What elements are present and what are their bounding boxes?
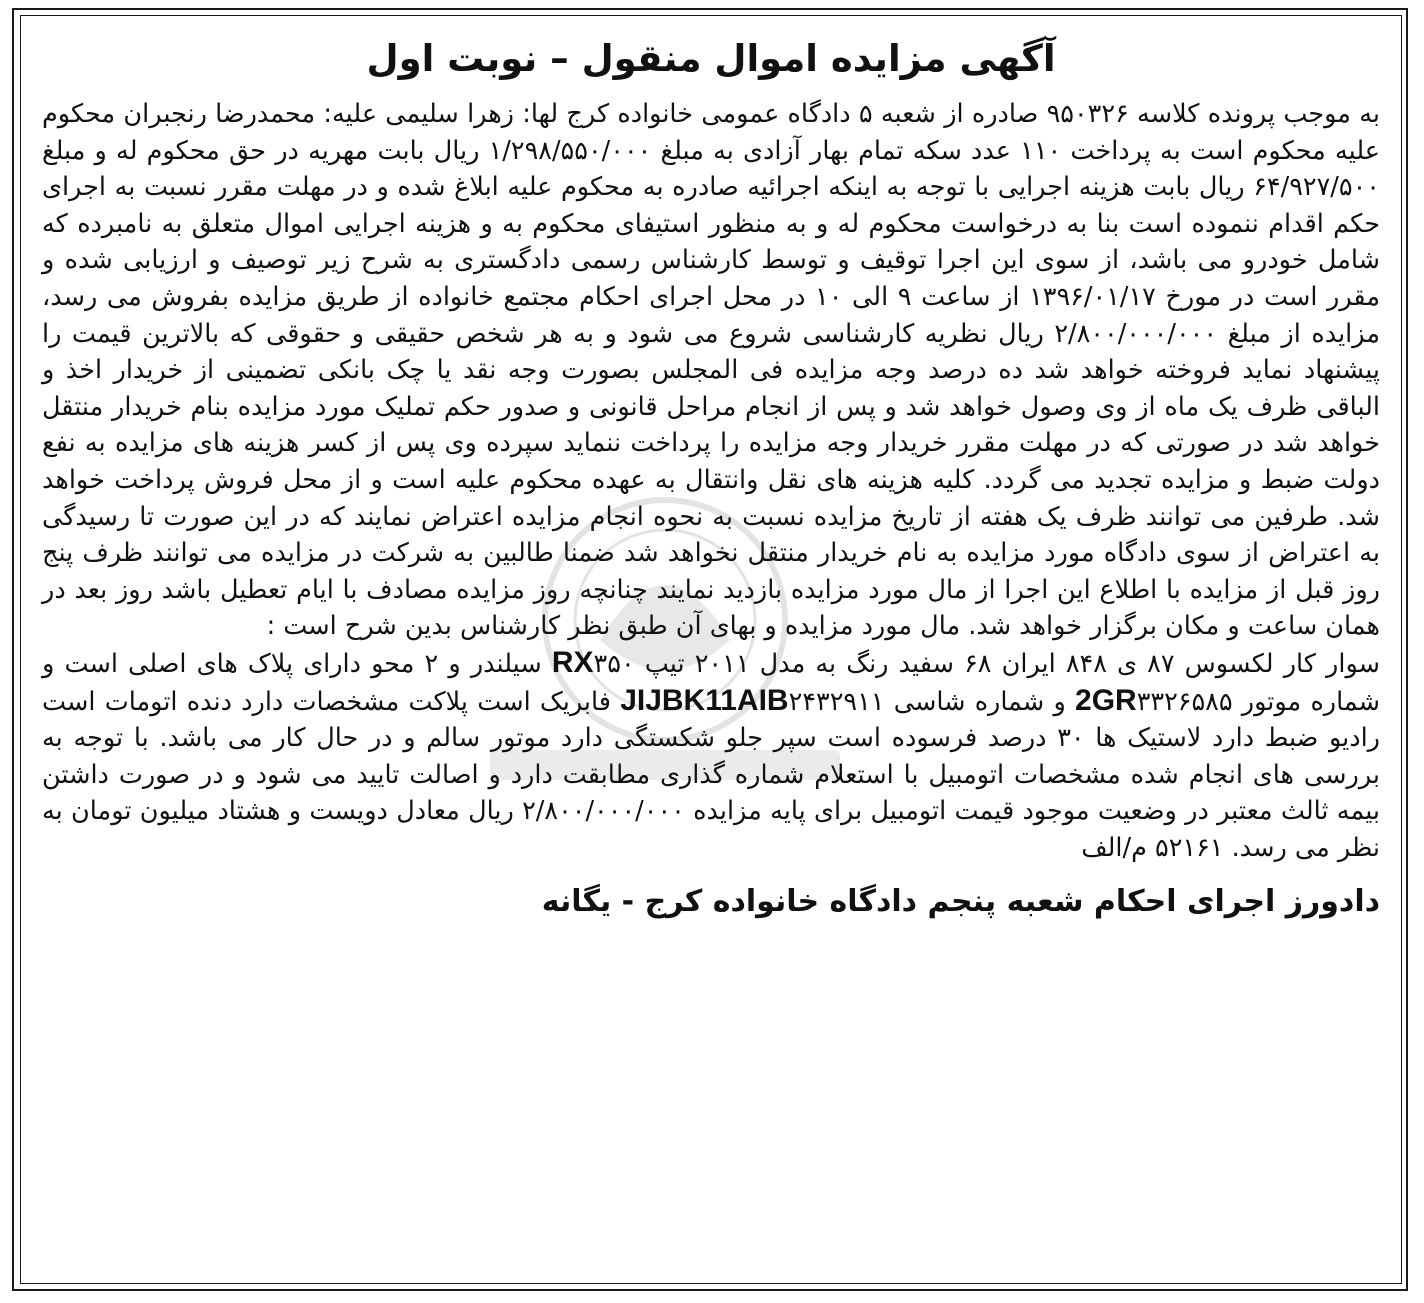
vehicle-description (42, 645, 1380, 867)
vehicle-text-1: سوار کار لکسوس ۸۷ ی ۸۴۸ ایران ۶۸ سفید رنگ به مدل ۲۰۱۱ تیپ (634, 648, 1380, 679)
vehicle-text-4: ۲۴۳۲۹۱۱ فابریک است پلاکت مشخصات دارد دنده اتومات است رادیو ضبط دارد لاستیک ها ۳۰ درصد فرسوده است سپر جلو شکستگی دارد موتور سالم و در حال کار می باشد. با توجه به بررسی های انجام شده مشخصات اتومبیل با استعلام شماره گذاری مطابقت دارد و اصالت تایید می شود و در صورت داشتن بیمه ثالث معتبر در وضعیت موجود قیمت اتومبیل برای پایه مزایده ۲/۸۰۰/۰۰۰/۰۰۰ ریال معادل دویست و هشتاد میلیون تومان به نظر می رسد. ۵۲۱۶۱ م/الف (42, 686, 1380, 863)
engine-code: 2GR (1075, 683, 1137, 717)
notice-body (38, 96, 1384, 866)
auction-notice (38, 24, 1384, 924)
notice-signature: دادورز اجرای احکام شعبه پنجم دادگاه خانواده کرج - یگانه (541, 884, 1380, 920)
vehicle-text-2: ۳۵۰ سیلندر و ۲ محو دارای پلاک های اصلی است و شماره موتور (42, 648, 1380, 717)
vehicle-type-code: RX (551, 645, 594, 679)
chassis-code: JIJBK11AIB (620, 683, 789, 717)
vehicle-text-3: ۳۳۲۶۵۸۵ و شماره شاسی (884, 686, 1233, 717)
notice-title: آگهی مزایده اموال منقول – نوبت اول (366, 37, 1056, 80)
notice-main-paragraph: به موجب پرونده کلاسه ۹۵۰۳۲۶ صادره از شعبه ۵ دادگاه عمومی خانواده کرج لها: زهرا سلیمی علیه: محمدرضا رنجبران محکوم علیه محکوم است به پرداخت ۱۱۰ عدد سکه تمام بهار آزادی به مبلغ ۱/۲۹۸/۵۵۰/۰۰۰ ریال بابت مهریه در حق محکوم له و مبلغ ۶۴/۹۲۷/۵۰۰ ریال بابت هزینه اجرایی با توجه به اینکه اجرائیه صادره به محکوم علیه ابلاغ شده و در مهلت مقرر نسبت به اجرای حکم اقدام ننموده است بنا به درخواست محکوم له و به منظور استیفای محکوم به و هزینه اجرایی اموال متعلق به نامبرده که شامل خودرو می باشد، از سوی این اجرا توقیف و توسط کارشناس رسمی دادگستری به شرح زیر توصیف و ارزیابی شده و مقرر است در مورخ ۱۳۹۶/۰۱/۱۷ از ساعت ۹ الی ۱۰ در محل اجرای احکام مجتمع خانواده از طریق مزایده بفروش می رسد، مزایده از مبلغ ۲/۸۰۰/۰۰۰/۰۰۰ ریال نظریه کارشناسی شروع می شود و به هر شخص حقیقی و حقوقی که بالاترین قیمت را پیشنهاد نماید فروخته خواهد شد ده درصد وجه مزایده فی المجلس بصورت وجه نقد یا چک بانکی تضمینی از خریدار اخذ و الباقی ظرف یک ماه از وی وصول خواهد شد و پس از انجام مراحل قانونی و صدور حکم تملیک مورد مزایده بنام خریدار منتقل خواهد شد در صورتی که در مهلت مقرر خریدار وجه مزایده را پرداخت ننماید سپرده وی پس از کسر هزینه های مزایده به نفع دولت ضبط و مزایده تجدید می گردد. کلیه هزینه های نقل وانتقال به عهده محکوم علیه است و از محل فروش پرداخت خواهد شد. طرفین می توانند ظرف یک هفته از تاریخ مزایده نسبت به نحوه انجام مزایده اعتراض نمایند که در این صورت تا رسیدگی به اعتراض از سوی دادگاه مورد مزایده به نام خریدار منتقل نخواهد شد ضمنا طالبین به شرکت در مزایده می توانند ظرف پنج روز قبل از مزایده با اطلاع این اجرا از مال مورد مزایده بازدید نمایند چنانچه روز مزایده مصادف با ایام تعطیل باشد روز بعد در همان ساعت و مکان برگزار خواهد شد. مال مورد مزایده و بهای آن طبق نظر کارشناس بدین شرح است : (42, 99, 1380, 642)
